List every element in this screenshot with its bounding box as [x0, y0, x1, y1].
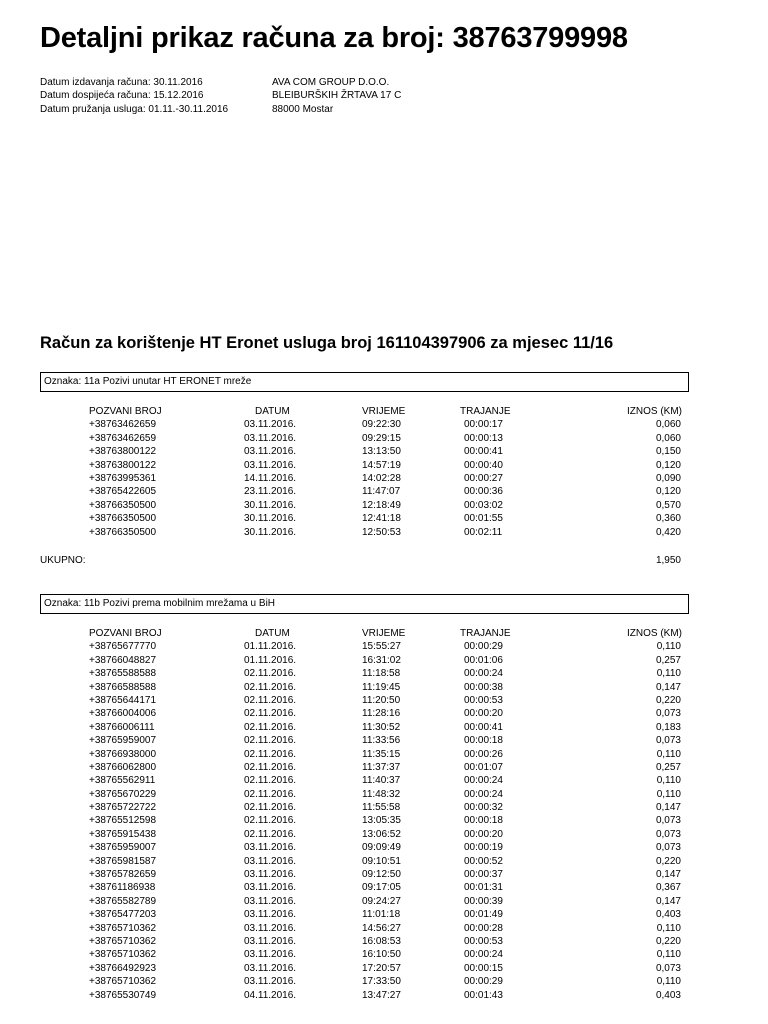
table-row [0, 774, 768, 787]
call-duration: 00:00:32 [464, 802, 503, 814]
call-time: 12:41:18 [362, 513, 401, 525]
column-header: TRAJANJE [460, 628, 511, 639]
call-duration: 00:00:24 [464, 668, 503, 680]
call-amount: 0,570 [655, 499, 681, 511]
called-number: +38765512598 [89, 815, 157, 827]
call-date: 30.11.2016. [244, 526, 297, 538]
called-number: +38765422605 [89, 486, 157, 498]
company-street: BLEIBURŠKIH ŽRTAVA 17 C [272, 90, 402, 102]
table-row [0, 814, 768, 827]
call-duration: 00:00:18 [464, 735, 503, 747]
call-time: 11:19:45 [362, 681, 401, 693]
call-time: 11:28:16 [362, 708, 401, 720]
call-date: 03.11.2016. [244, 446, 297, 458]
call-date: 30.11.2016. [244, 513, 297, 525]
call-duration: 00:02:11 [464, 526, 503, 538]
call-date: 03.11.2016. [244, 976, 297, 988]
call-time: 14:56:27 [362, 922, 401, 934]
call-date: 02.11.2016. [244, 721, 297, 733]
called-number: +38765588588 [89, 668, 157, 680]
call-time: 13:05:35 [362, 815, 401, 827]
call-amount: 0,060 [655, 432, 681, 444]
call-date: 02.11.2016. [244, 668, 297, 680]
call-date: 01.11.2016. [244, 654, 297, 666]
column-header: DATUM [255, 628, 290, 639]
called-number: +38763995361 [89, 472, 157, 484]
call-duration: 00:00:53 [464, 694, 503, 706]
called-number: +38765477203 [89, 909, 157, 921]
call-date: 23.11.2016. [244, 486, 297, 498]
call-time: 11:18:58 [362, 668, 401, 680]
call-amount: 0,183 [655, 721, 681, 733]
call-amount: 0,403 [655, 989, 681, 1001]
table-row [0, 801, 768, 814]
call-duration: 00:00:38 [464, 681, 503, 693]
column-header: VRIJEME [362, 628, 406, 639]
call-amount: 0,073 [655, 708, 681, 720]
bill-title: Račun za korištenje HT Eronet usluga broj 161104397906 za mjesec 11/16 [40, 334, 614, 352]
call-date: 04.11.2016. [244, 989, 297, 1001]
column-header: IZNOS (KM) [627, 406, 682, 417]
call-date: 03.11.2016. [244, 909, 297, 921]
called-number: +38766350500 [89, 499, 157, 511]
table-row [0, 788, 768, 801]
called-number: +38765670229 [89, 788, 157, 800]
call-amount: 0,147 [655, 895, 681, 907]
call-amount: 0,110 [656, 775, 681, 787]
table-row [0, 935, 768, 948]
call-time: 16:08:53 [362, 935, 401, 947]
call-date: 02.11.2016. [244, 828, 297, 840]
called-number: +38765981587 [89, 855, 157, 867]
call-amount: 0,060 [655, 419, 681, 431]
table-row [0, 472, 768, 485]
column-header: IZNOS (KM) [627, 628, 682, 639]
table-row [0, 989, 768, 1002]
call-duration: 00:00:36 [464, 486, 503, 498]
company-address [272, 76, 401, 116]
call-amount: 0,360 [655, 513, 681, 525]
call-time: 16:10:50 [362, 949, 401, 961]
call-amount: 0,120 [655, 459, 681, 471]
call-time: 09:29:15 [362, 432, 401, 444]
call-date: 02.11.2016. [244, 708, 297, 720]
call-time: 11:48:32 [362, 788, 401, 800]
call-duration: 00:00:37 [464, 869, 503, 881]
call-amount: 0,110 [656, 949, 681, 961]
called-number: +38763462659 [89, 419, 157, 431]
call-duration: 00:00:24 [464, 775, 503, 787]
call-duration: 00:00:24 [464, 949, 503, 961]
call-date: 01.11.2016. [244, 641, 297, 653]
call-time: 12:18:49 [362, 499, 401, 511]
table-row [0, 922, 768, 935]
call-amount: 0,110 [656, 976, 681, 988]
table-row [0, 432, 768, 445]
section-label-11b: Oznaka: 11b Pozivi prema mobilnim mrežama u BiH [40, 594, 689, 614]
column-header: POZVANI BROJ [89, 406, 162, 417]
call-time: 11:01:18 [362, 909, 401, 921]
call-time: 16:31:02 [362, 654, 401, 666]
called-number: +38761186938 [89, 882, 156, 894]
called-number: +38763800122 [89, 459, 157, 471]
call-duration: 00:00:15 [464, 962, 503, 974]
call-duration: 00:00:26 [464, 748, 503, 760]
table-row [0, 654, 768, 667]
section-label-11a: Oznaka: 11a Pozivi unutar HT ERONET mreže [40, 372, 689, 392]
call-date: 03.11.2016. [244, 922, 297, 934]
call-duration: 00:00:52 [464, 855, 503, 867]
call-date: 03.11.2016. [244, 842, 297, 854]
call-amount: 0,150 [655, 446, 681, 458]
table-row [0, 881, 768, 894]
call-amount: 0,220 [655, 855, 681, 867]
table-row [0, 526, 768, 539]
call-amount: 0,110 [656, 922, 681, 934]
column-header: DATUM [255, 406, 290, 417]
table-row [0, 459, 768, 472]
called-number: +38766350500 [89, 526, 157, 538]
call-duration: 00:00:40 [464, 459, 503, 471]
call-time: 11:47:07 [362, 486, 401, 498]
call-duration: 00:00:13 [464, 432, 503, 444]
total-value: 1,950 [655, 555, 681, 566]
call-time: 15:55:27 [362, 641, 401, 653]
call-date: 03.11.2016. [244, 869, 297, 881]
call-amount: 0,073 [655, 735, 681, 747]
call-duration: 00:01:06 [464, 654, 503, 666]
called-number: +38765722722 [89, 802, 157, 814]
call-duration: 00:00:28 [464, 922, 503, 934]
call-date: 03.11.2016. [244, 419, 297, 431]
called-number: +38765582789 [89, 895, 157, 907]
call-date: 02.11.2016. [244, 748, 297, 760]
call-amount: 0,147 [655, 681, 681, 693]
table-row [0, 512, 768, 525]
called-number: +38766048827 [89, 654, 157, 666]
call-amount: 0,110 [656, 641, 681, 653]
call-time: 09:12:50 [362, 869, 401, 881]
call-time: 11:40:37 [362, 775, 401, 787]
call-duration: 00:00:39 [464, 895, 503, 907]
call-duration: 00:00:41 [464, 446, 503, 458]
call-amount: 0,220 [655, 694, 681, 706]
call-time: 11:33:56 [362, 735, 401, 747]
called-number: +38765915438 [89, 828, 157, 840]
company-name: AVA COM GROUP D.O.O. [272, 77, 390, 88]
table-row [0, 855, 768, 868]
call-date: 02.11.2016. [244, 775, 297, 787]
call-date: 02.11.2016. [244, 815, 297, 827]
call-amount: 0,220 [655, 935, 681, 947]
calls-table-11b [0, 627, 768, 1002]
table-row [0, 761, 768, 774]
call-duration: 00:00:41 [464, 721, 503, 733]
call-amount: 0,257 [655, 761, 681, 773]
table-header [0, 627, 768, 640]
column-header: VRIJEME [362, 406, 406, 417]
called-number: +38766588588 [89, 681, 157, 693]
call-time: 13:06:52 [362, 828, 401, 840]
called-number: +38766350500 [89, 513, 157, 525]
call-time: 14:57:19 [362, 459, 401, 471]
table-row [0, 748, 768, 761]
table-row [0, 908, 768, 921]
call-date: 03.11.2016. [244, 855, 297, 867]
table-row [0, 694, 768, 707]
table-row [0, 499, 768, 512]
due-date: Datum dospijeća računa: 15.12.2016 [40, 90, 204, 102]
call-amount: 0,090 [655, 472, 681, 484]
call-time: 09:09:49 [362, 842, 401, 854]
call-time: 11:35:15 [362, 748, 401, 760]
table-row [0, 681, 768, 694]
call-date: 03.11.2016. [244, 962, 297, 974]
call-amount: 0,120 [655, 486, 681, 498]
call-amount: 0,110 [656, 668, 681, 680]
call-duration: 00:00:20 [464, 828, 503, 840]
calls-table-11a [0, 405, 768, 539]
called-number: +38766062800 [89, 761, 157, 773]
call-date: 14.11.2016. [244, 472, 297, 484]
call-time: 09:24:27 [362, 895, 401, 907]
call-duration: 00:01:43 [464, 989, 503, 1001]
call-time: 12:50:53 [362, 526, 401, 538]
call-amount: 0,147 [655, 802, 681, 814]
call-duration: 00:00:17 [464, 419, 503, 431]
call-time: 11:37:37 [362, 761, 401, 773]
call-date: 03.11.2016. [244, 882, 297, 894]
table-row [0, 975, 768, 988]
table-row [0, 667, 768, 680]
call-duration: 00:01:31 [464, 882, 503, 894]
table-row [0, 707, 768, 720]
called-number: +38765710362 [89, 935, 157, 947]
table-row [0, 828, 768, 841]
call-date: 02.11.2016. [244, 802, 297, 814]
call-date: 02.11.2016. [244, 694, 297, 706]
call-amount: 0,073 [655, 962, 681, 974]
call-date: 03.11.2016. [244, 895, 297, 907]
call-amount: 0,110 [656, 788, 681, 800]
call-time: 11:55:58 [362, 802, 401, 814]
call-amount: 0,257 [655, 654, 681, 666]
section-total-11a [0, 554, 768, 567]
column-header: TRAJANJE [460, 406, 511, 417]
table-row [0, 418, 768, 431]
call-duration: 00:00:24 [464, 788, 503, 800]
called-number: +38765530749 [89, 989, 157, 1001]
table-header [0, 405, 768, 418]
call-date: 03.11.2016. [244, 459, 297, 471]
called-number: +38765710362 [89, 949, 157, 961]
call-date: 02.11.2016. [244, 761, 297, 773]
call-date: 02.11.2016. [244, 681, 297, 693]
called-number: +38763462659 [89, 432, 157, 444]
call-duration: 00:00:29 [464, 641, 503, 653]
call-duration: 00:00:20 [464, 708, 503, 720]
call-time: 09:17:05 [362, 882, 401, 894]
call-time: 11:20:50 [362, 694, 401, 706]
called-number: +38766492923 [89, 962, 157, 974]
call-amount: 0,420 [655, 526, 681, 538]
call-time: 14:02:28 [362, 472, 401, 484]
call-time: 09:10:51 [362, 855, 401, 867]
called-number: +38765959007 [89, 842, 157, 854]
total-label: UKUPNO: [40, 555, 86, 566]
call-date: 03.11.2016. [244, 935, 297, 947]
call-duration: 00:00:27 [464, 472, 503, 484]
called-number: +38766006111 [89, 721, 155, 733]
called-number: +38763800122 [89, 446, 157, 458]
called-number: +38765959007 [89, 735, 157, 747]
call-time: 17:20:57 [362, 962, 401, 974]
call-amount: 0,073 [655, 828, 681, 840]
table-row [0, 962, 768, 975]
call-time: 17:33:50 [362, 976, 401, 988]
table-row [0, 721, 768, 734]
table-row [0, 841, 768, 854]
column-header: POZVANI BROJ [89, 628, 162, 639]
table-row [0, 868, 768, 881]
invoice-dates [40, 76, 228, 116]
call-amount: 0,367 [655, 882, 681, 894]
called-number: +38765782659 [89, 869, 157, 881]
call-date: 02.11.2016. [244, 735, 297, 747]
called-number: +38765644171 [89, 694, 157, 706]
called-number: +38765710362 [89, 922, 157, 934]
call-amount: 0,147 [655, 869, 681, 881]
call-date: 30.11.2016. [244, 499, 297, 511]
table-row [0, 895, 768, 908]
table-row [0, 485, 768, 498]
table-row [0, 640, 768, 653]
call-date: 03.11.2016. [244, 432, 297, 444]
page-title: Detaljni prikaz računa za broj: 38763799998 [40, 22, 628, 54]
call-duration: 00:00:19 [464, 842, 503, 854]
call-amount: 0,073 [655, 815, 681, 827]
called-number: +38766004006 [89, 708, 157, 720]
call-time: 11:30:52 [362, 721, 401, 733]
issue-date: Datum izdavanja računa: 30.11.2016 [40, 77, 203, 88]
service-period: Datum pružanja usluga: 01.11.-30.11.2016 [40, 103, 229, 115]
call-duration: 00:00:53 [464, 935, 503, 947]
call-amount: 0,073 [655, 842, 681, 854]
table-row [0, 734, 768, 747]
call-date: 02.11.2016. [244, 788, 297, 800]
call-amount: 0,403 [655, 909, 681, 921]
call-duration: 00:00:18 [464, 815, 503, 827]
called-number: +38765677770 [89, 641, 157, 653]
called-number: +38766938000 [89, 748, 157, 760]
call-duration: 00:01:49 [464, 909, 503, 921]
called-number: +38765710362 [89, 976, 157, 988]
call-duration: 00:01:55 [464, 513, 503, 525]
call-duration: 00:00:29 [464, 976, 503, 988]
called-number: +38765562911 [89, 775, 156, 787]
company-city: 88000 Mostar [272, 103, 334, 115]
call-date: 03.11.2016. [244, 949, 297, 961]
call-amount: 0,110 [656, 748, 681, 760]
call-duration: 00:03:02 [464, 499, 503, 511]
call-time: 13:13:50 [362, 446, 401, 458]
table-row [0, 445, 768, 458]
call-time: 09:22:30 [362, 419, 401, 431]
call-time: 13:47:27 [362, 989, 401, 1001]
call-duration: 00:01:07 [464, 761, 503, 773]
table-row [0, 948, 768, 961]
